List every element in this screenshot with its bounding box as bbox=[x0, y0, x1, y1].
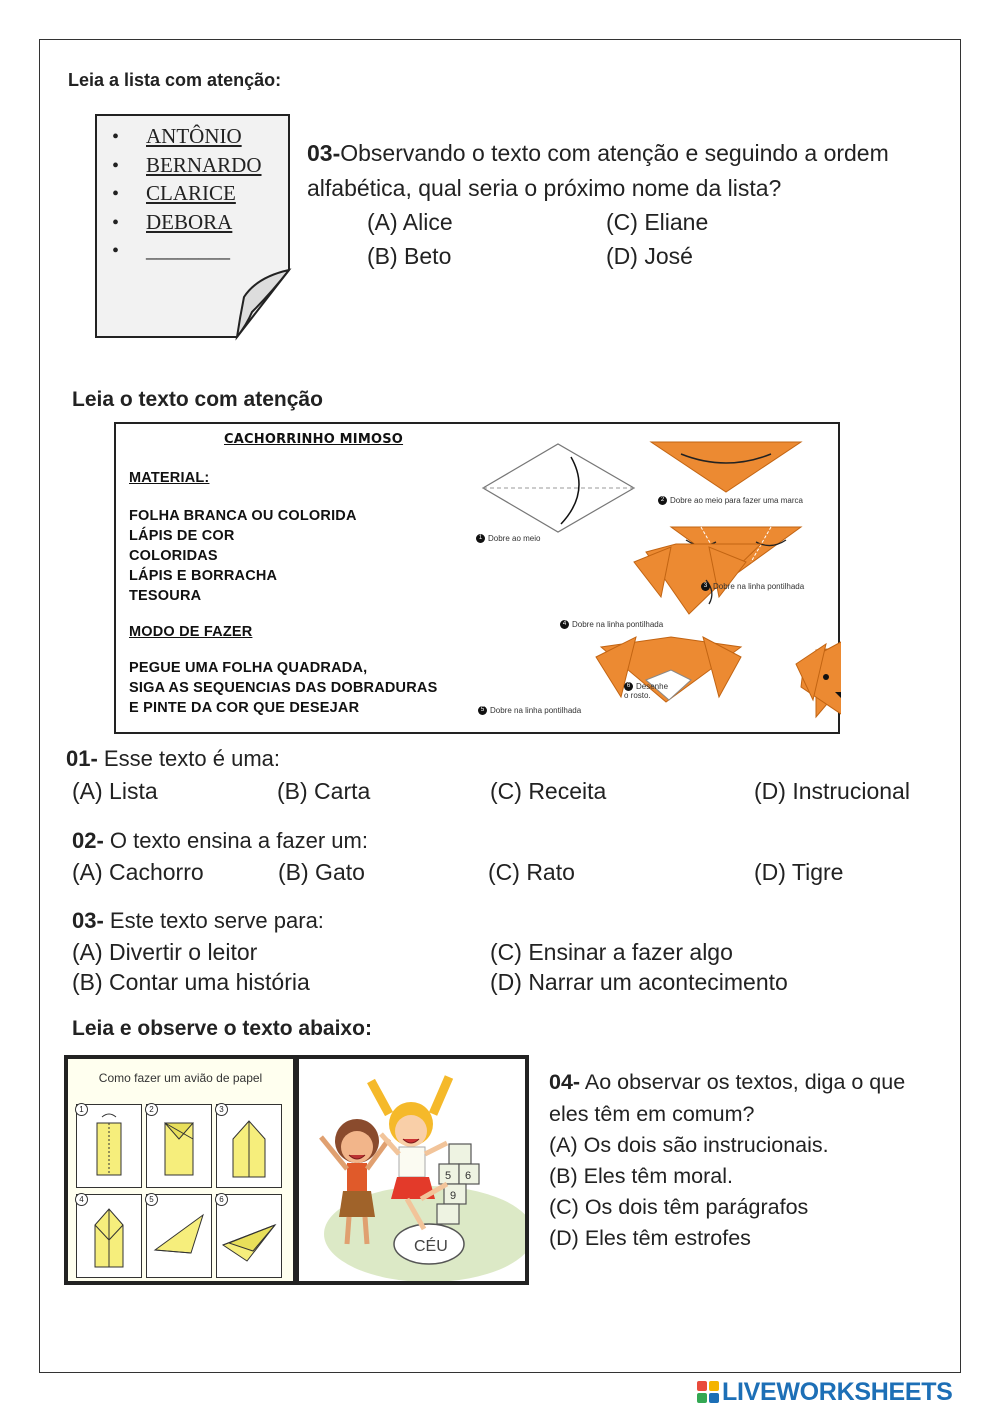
question-04 bbox=[549, 1070, 905, 1095]
answer-option-a[interactable]: (A) Alice bbox=[367, 209, 453, 235]
method-line: E PINTE DA COR QUE DESEJAR bbox=[129, 700, 360, 716]
step-number: 6 bbox=[624, 682, 633, 691]
question-03-list bbox=[307, 140, 889, 167]
origami-recipe-box bbox=[114, 422, 840, 734]
plane-step bbox=[216, 1194, 282, 1278]
q4-option-b[interactable]: (B) Eles têm moral. bbox=[549, 1164, 733, 1188]
list-name: DEBORA bbox=[146, 209, 233, 234]
list-blank: ________ bbox=[146, 238, 230, 262]
liveworksheets-logo-mark bbox=[697, 1381, 720, 1404]
step-caption: Dobre ao meio bbox=[488, 534, 541, 543]
question-number: 03- bbox=[307, 140, 341, 166]
step-caption: Desenhe o rosto. bbox=[624, 682, 669, 701]
question-02 bbox=[72, 828, 368, 854]
step-number: 1 bbox=[476, 534, 485, 543]
liveworksheets-logo[interactable] bbox=[697, 1379, 953, 1405]
method-label: MODO DE FAZER bbox=[129, 624, 253, 640]
answer-option-c[interactable]: (C) Eliane bbox=[606, 209, 709, 235]
answer-option-b[interactable]: (B) Beto bbox=[367, 243, 452, 269]
q2-option-b[interactable]: (B) Gato bbox=[278, 859, 365, 885]
plane-step bbox=[76, 1194, 142, 1278]
q4-option-a[interactable]: (A) Os dois são instrucionais. bbox=[549, 1133, 829, 1157]
plane-title: Como fazer um avião de papel bbox=[98, 1071, 263, 1085]
material-item: LÁPIS E BORRACHA bbox=[129, 568, 278, 584]
question-text: O texto ensina a fazer um: bbox=[109, 828, 368, 853]
question-number: 03- bbox=[72, 908, 104, 933]
plane-step-number: 3 bbox=[215, 1103, 228, 1116]
plane-step bbox=[216, 1104, 282, 1188]
list-name: ANTÔNIO bbox=[146, 124, 242, 148]
plane-step bbox=[146, 1104, 212, 1188]
material-item: COLORIDAS bbox=[129, 548, 218, 564]
method-line: PEGUE UMA FOLHA QUADRADA, bbox=[129, 660, 368, 676]
logo-text: LIVEWORKSHEETS bbox=[722, 1377, 953, 1406]
plane-step-number: 4 bbox=[75, 1193, 88, 1206]
hopscotch-number: 9 bbox=[450, 1190, 457, 1202]
q4-option-d[interactable]: (D) Eles têm estrofes bbox=[549, 1226, 751, 1250]
question-03 bbox=[72, 908, 324, 934]
q4-option-c[interactable]: (C) Os dois têm parágrafos bbox=[549, 1195, 809, 1219]
list-item: • ________ bbox=[112, 238, 230, 262]
method-line: SIGA AS SEQUENCIAS DAS DOBRADURAS bbox=[129, 680, 438, 696]
name-list bbox=[112, 122, 262, 265]
plane-step-number: 6 bbox=[215, 1193, 228, 1206]
q2-option-a[interactable]: (A) Cachorro bbox=[72, 859, 204, 885]
step-caption: Dobre ao meio para fazer uma marca bbox=[670, 496, 803, 505]
list-name: CLARICE bbox=[146, 181, 236, 205]
list-item: • BERNARDO bbox=[112, 152, 262, 177]
q1-option-d[interactable]: (D) Instrucional bbox=[754, 778, 910, 804]
q3-option-b[interactable]: (B) Contar uma história bbox=[72, 969, 310, 995]
question-text-line2: alfabética, qual seria o próximo nome da lista? bbox=[307, 175, 782, 201]
step-number: 5 bbox=[478, 706, 487, 715]
q2-option-c[interactable]: (C) Rato bbox=[488, 859, 575, 885]
question-text: Esse texto é uma: bbox=[103, 746, 281, 771]
step-caption: Dobre na linha pontilhada bbox=[713, 582, 805, 591]
q1-option-b[interactable]: (B) Carta bbox=[277, 778, 371, 804]
material-item: LÁPIS DE COR bbox=[129, 528, 235, 544]
recipe-title: CACHORRINHO MIMOSO bbox=[224, 432, 404, 447]
q1-option-c[interactable]: (C) Receita bbox=[490, 778, 607, 804]
q3-option-c[interactable]: (C) Ensinar a fazer algo bbox=[490, 939, 733, 965]
origami-step-2-paper bbox=[651, 442, 801, 492]
step-number: 3 bbox=[701, 582, 710, 591]
step-number: 4 bbox=[560, 620, 569, 629]
step-caption: Dobre na linha pontilhada bbox=[490, 706, 582, 715]
step-caption: Dobre na linha pontilhada bbox=[572, 620, 664, 629]
section2-heading: Leia o texto com atenção bbox=[72, 388, 323, 411]
plane-step bbox=[146, 1194, 212, 1278]
material-item: FOLHA BRANCA OU COLORIDA bbox=[129, 508, 357, 524]
step-number: 2 bbox=[658, 496, 667, 505]
answer-option-d[interactable]: (D) José bbox=[606, 243, 693, 269]
list-item: • DEBORA bbox=[112, 209, 233, 234]
paper-plane-instructions bbox=[64, 1055, 297, 1285]
question-number: 04- bbox=[549, 1070, 581, 1094]
question-text: Ao observar os textos, diga o que bbox=[584, 1070, 906, 1094]
section1-heading: Leia a lista com atenção: bbox=[68, 70, 282, 90]
q1-option-a[interactable]: (A) Lista bbox=[72, 778, 158, 804]
question-text: Observando o texto com atenção e seguindo a ordem bbox=[340, 140, 889, 166]
hopscotch-illustration bbox=[297, 1055, 529, 1285]
plane-step-number: 5 bbox=[145, 1193, 158, 1206]
material-item: TESOURA bbox=[129, 588, 202, 604]
hopscotch-number: 6 bbox=[465, 1170, 472, 1182]
plane-step-number: 1 bbox=[75, 1103, 88, 1116]
q2-option-d[interactable]: (D) Tigre bbox=[754, 859, 844, 885]
material-label: MATERIAL: bbox=[129, 470, 210, 486]
plane-step-number: 2 bbox=[145, 1103, 158, 1116]
list-item: • CLARICE bbox=[112, 181, 236, 205]
question-text-line2: eles têm em comum? bbox=[549, 1102, 755, 1126]
q3-option-a[interactable]: (A) Divertir o leitor bbox=[72, 939, 258, 965]
list-item: • ANTÔNIO bbox=[112, 124, 242, 148]
question-01 bbox=[66, 746, 280, 772]
list-name: BERNARDO bbox=[146, 152, 262, 177]
question-text: Este texto serve para: bbox=[109, 908, 324, 933]
question-number: 02- bbox=[72, 828, 104, 853]
q3-option-d[interactable]: (D) Narrar um acontecimento bbox=[490, 969, 788, 995]
hopscotch-ceu-label: CÉU bbox=[414, 1238, 448, 1255]
plane-step bbox=[76, 1104, 142, 1188]
section3-heading: Leia e observe o texto abaixo: bbox=[72, 1017, 372, 1040]
hopscotch-number: 5 bbox=[445, 1170, 452, 1182]
question-number: 01- bbox=[66, 746, 98, 771]
